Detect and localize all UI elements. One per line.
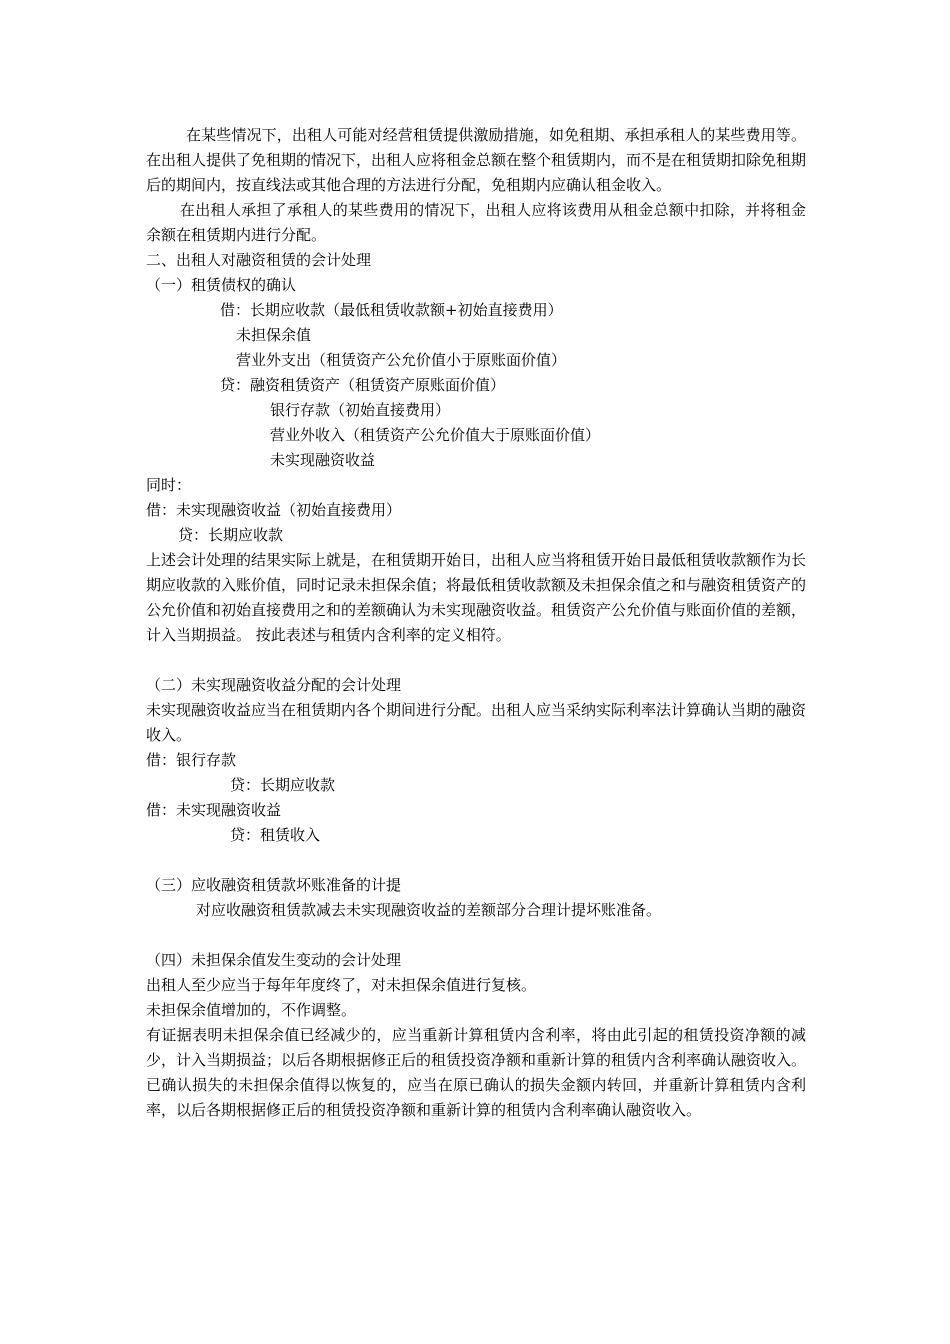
journal-entry-line: 借：未实现融资收益（初始直接费用） [146, 501, 402, 519]
spacer [146, 923, 806, 948]
journal-entry-line: 营业外收入（租赁资产公允价值大于原账面价值） [270, 426, 601, 444]
journal-entry-line: 贷：融资租赁资产（租赁资产原账面价值） [220, 376, 506, 394]
subsection-title-2: （二）未实现融资收益分配的会计处理 [146, 676, 402, 694]
paragraph-recovery: 已确认损失的未担保余值得以恢复的，应当在原已确认的损失金额内转回，并重新计算租赁内含利率，以后各期根据修正后的租赁投资净额和重新计算的租赁内含利率确认融资收入。 [146, 1076, 806, 1119]
journal-entry-line: 未担保余值 [236, 326, 312, 344]
subsection-title-1: （一）租赁债权的确认 [146, 276, 297, 294]
journal-entry-line: 借：未实现融资收益 [146, 801, 282, 819]
journal-entry-line: 借：长期应收款（最低租赁收款额+初始直接费用） [220, 301, 563, 319]
paragraph-bad-debt: 对应收融资租赁款减去未实现融资收益的差额部分合理计提坏账准备。 [196, 901, 662, 919]
paragraph-increase: 未担保余值增加的，不作调整。 [146, 1001, 357, 1019]
paragraph-incentives: 在某些情况下，出租人可能对经营租赁提供激励措施，如免租期、承担承租人的某些费用等。在出租人提供了免租期的情况下，出租人应将租金总额在整个租赁期内，而不是在租赁期扣除免租期后的期间内，按直线法或其他合理的方法进行分配，免租期内应确认租金收入。 [146, 126, 807, 194]
journal-entry-line: 借：银行存款 [146, 751, 237, 769]
document-page [146, 123, 806, 1123]
paragraph-decrease: 有证据表明未担保余值已经减少的，应当重新计算租赁内含利率，将由此引起的租赁投资净额的减少，计入当期损益；以后各期根据修正后的租赁投资净额和重新计算的租赁内含利率确认融资收入。 [146, 1026, 807, 1069]
spacer [146, 648, 806, 673]
section-heading: 二、出租人对融资租赁的会计处理 [146, 251, 372, 269]
journal-entry-line: 贷：长期应收款 [230, 776, 336, 794]
journal-entry-line: 营业外支出（租赁资产公允价值小于原账面价值） [236, 351, 567, 369]
paragraph-review: 出租人至少应当于每年年度终了，对未担保余值进行复核。 [146, 976, 537, 994]
paragraph-lessor-expenses: 在出租人承担了承租人的某些费用的情况下，出租人应将该费用从租金总额中扣除，并将租金余额在租赁期内进行分配。 [146, 201, 806, 244]
subsection-title-4: （四）未担保余值发生变动的会计处理 [146, 951, 402, 969]
journal-entry-line: 贷：长期应收款 [178, 526, 284, 544]
same-time-label: 同时： [146, 476, 192, 494]
journal-entry-line: 银行存款（初始直接费用） [270, 401, 451, 419]
paragraph-allocation: 未实现融资收益应当在租赁期内各个期间进行分配。出租人应当采纳实际利率法计算确认当期的融资收入。 [146, 701, 807, 744]
journal-entry-line: 贷：租赁收入 [230, 826, 321, 844]
journal-entry-line: 未实现融资收益 [270, 451, 376, 469]
subsection-title-3: （三）应收融资租赁款坏账准备的计提 [146, 876, 402, 894]
spacer [146, 848, 806, 873]
paragraph-summary: 上述会计处理的结果实际上就是，在租赁期开始日，出租人应当将租赁开始日最低租赁收款额作为长期应收款的入账价值，同时记录未担保余值；将最低租赁收款额及未担保余值之和与融资租赁资产的公允价值和初始直接费用之和的差额确认为未实现融资收益。租赁资产公允价值与账面价值的差额，计入当期损益。 按此表述与租赁内含利率的定义相符。 [146, 551, 807, 644]
